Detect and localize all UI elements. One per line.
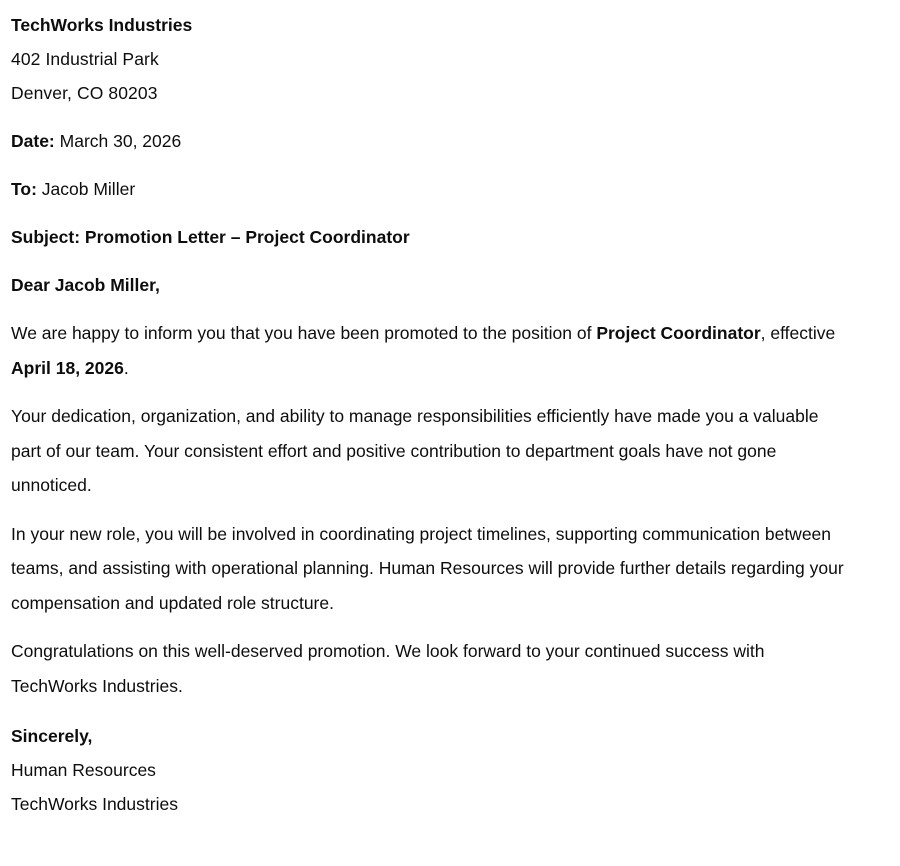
salutation: Dear Jacob Miller,	[11, 275, 160, 295]
letterhead	[11, 8, 888, 110]
letter-date-row	[11, 124, 888, 158]
company-city-state-zip: Denver, CO 80203	[11, 83, 158, 103]
sign-off: Sincerely,	[11, 726, 93, 746]
promoted-role: Project Coordinator	[596, 323, 761, 343]
body-paragraph-1	[11, 316, 851, 385]
company-street-address: 402 Industrial Park	[11, 49, 159, 69]
body-paragraph-2: Your dedication, organization, and ability to manage responsibilities efficiently have made you a valuable part of our team. Your consistent effort and positive contribution to department goals have not gone unnoticed.	[11, 406, 819, 495]
date-value: March 30, 2026	[54, 131, 182, 151]
closing-block	[11, 719, 888, 821]
subject-line: Subject: Promotion Letter – Project Coordinator	[11, 227, 410, 247]
paragraph-1-text-mid: , effective	[760, 323, 836, 343]
date-label: Date:	[11, 131, 55, 151]
to-label: To:	[11, 179, 37, 199]
body-paragraph-4: Congratulations on this well-deserved promotion. We look forward to your continued success with TechWorks Industries.	[11, 641, 765, 696]
effective-date: April 18, 2026	[11, 357, 124, 378]
to-value: Jacob Miller	[36, 179, 136, 199]
paragraph-1-text-lead: We are happy to inform you that you have been promoted to the position of	[11, 323, 597, 343]
signature-department: Human Resources	[11, 760, 156, 780]
company-name: TechWorks Industries	[11, 15, 193, 35]
signature-company: TechWorks Industries	[11, 794, 178, 814]
body-paragraph-3: In your new role, you will be involved in coordinating project timelines, supporting communication between teams, and assisting with operational planning. Human Resources will provide further details regarding your compensation and updated role structure.	[11, 523, 844, 613]
paragraph-1-text-end: .	[123, 357, 129, 378]
letter-recipient-row	[11, 172, 888, 206]
